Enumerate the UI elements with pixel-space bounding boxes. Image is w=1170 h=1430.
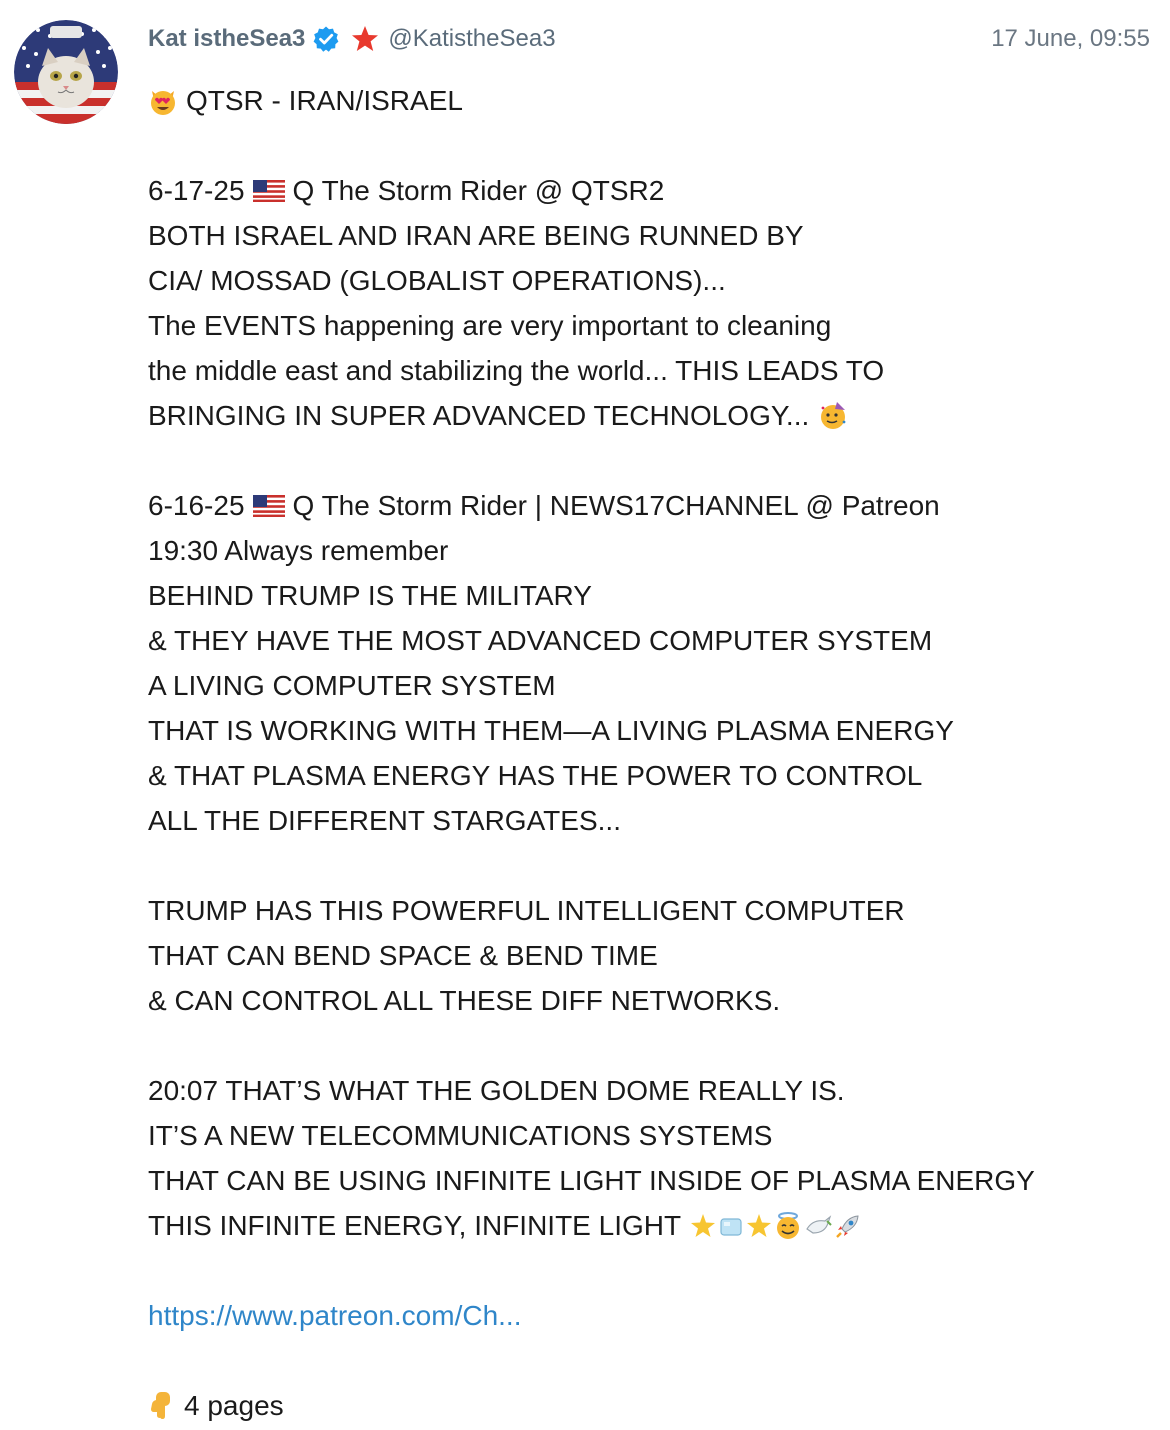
- source-qtsr2: Q The Storm Rider @ QTSR2: [292, 175, 665, 206]
- block4-line2: IT’S A NEW TELECOMMUNICATIONS SYSTEMS: [148, 1120, 773, 1151]
- block3-line1: TRUMP HAS THIS POWERFUL INTELLIGENT COMPUTER: [148, 895, 905, 926]
- red-star-icon: [350, 24, 380, 54]
- author-avatar[interactable]: [14, 20, 118, 124]
- block3-line3: & CAN CONTROL ALL THESE DIFF NETWORKS.: [148, 985, 781, 1016]
- avatar-cat-flag-icon: [14, 20, 118, 124]
- block1-line6-text: BRINGING IN SUPER ADVANCED TECHNOLOGY...: [148, 400, 810, 431]
- post-title-line: [148, 78, 1148, 123]
- block1-line1: [148, 168, 1148, 213]
- block3-line2: THAT CAN BEND SPACE & BEND TIME: [148, 940, 658, 971]
- date-6-16-25: 6-16-25: [148, 490, 245, 521]
- block1-line5: the middle east and stabilizing the world... THIS LEADS TO: [148, 355, 885, 386]
- pages-count: 4 pages: [184, 1390, 284, 1421]
- block4-line4: [148, 1203, 1148, 1248]
- source-news17channel: Q The Storm Rider | NEWS17CHANNEL @ Patreon: [292, 490, 940, 521]
- block4-line4-text: THIS INFINITE ENERGY, INFINITE LIGHT: [148, 1210, 682, 1241]
- block2-line4: & THEY HAVE THE MOST ADVANCED COMPUTER SYSTEM: [148, 625, 933, 656]
- block2-line5: A LIVING COMPUTER SYSTEM: [148, 670, 556, 701]
- block2-line6: THAT IS WORKING WITH THEM—A LIVING PLASMA ENERGY: [148, 715, 954, 746]
- verified-badge-icon: [312, 25, 340, 53]
- block2-line8: ALL THE DIFFERENT STARGATES...: [148, 805, 621, 836]
- date-6-17-25: 6-17-25: [148, 175, 245, 206]
- block2-line1: [148, 483, 1148, 528]
- post-title: QTSR - IRAN/ISRAEL: [186, 85, 463, 116]
- block1-line4: The EVENTS happening are very important to cleaning: [148, 310, 832, 341]
- glowing-star-emoji: [689, 1212, 717, 1240]
- us-flag-emoji: [253, 180, 285, 202]
- block2-line3: BEHIND TRUMP IS THE MILITARY: [148, 580, 592, 611]
- block1-line2: BOTH ISRAEL AND IRAN ARE BEING RUNNED BY: [148, 220, 804, 251]
- smiling-halo-emoji: [773, 1211, 803, 1241]
- block2-line2: 19:30 Always remember: [148, 535, 449, 566]
- post-header: [148, 22, 556, 56]
- block1-line6: [148, 393, 1148, 438]
- pointing-down-emoji: [148, 1390, 176, 1422]
- patreon-link[interactable]: https://www.patreon.com/Ch...: [148, 1300, 522, 1331]
- dove-emoji: [803, 1211, 833, 1241]
- heart-eyes-cat-emoji: [148, 86, 178, 116]
- partying-face-emoji: [817, 400, 849, 432]
- block1-line3: CIA/ MOSSAD (GLOBALIST OPERATIONS)...: [148, 265, 726, 296]
- block2-line7: & THAT PLASMA ENERGY HAS THE POWER TO CONTROL: [148, 760, 923, 791]
- post-link-line: [148, 1293, 1148, 1338]
- glowing-star-emoji: [745, 1212, 773, 1240]
- us-flag-emoji: [253, 495, 285, 517]
- author-name[interactable]: Kat istheSea3: [148, 25, 306, 52]
- ice-cube-emoji: [717, 1212, 745, 1240]
- post-body: [148, 78, 1148, 1428]
- block4-line1: 20:07 THAT’S WHAT THE GOLDEN DOME REALLY IS.: [148, 1075, 845, 1106]
- author-handle[interactable]: @KatistheSea3: [388, 25, 556, 52]
- block4-line3: THAT CAN BE USING INFINITE LIGHT INSIDE OF PLASMA ENERGY: [148, 1165, 1035, 1196]
- pages-line[interactable]: [148, 1383, 1148, 1428]
- rocket-emoji: [833, 1211, 863, 1241]
- post-timestamp[interactable]: 17 June, 09:55: [991, 25, 1150, 52]
